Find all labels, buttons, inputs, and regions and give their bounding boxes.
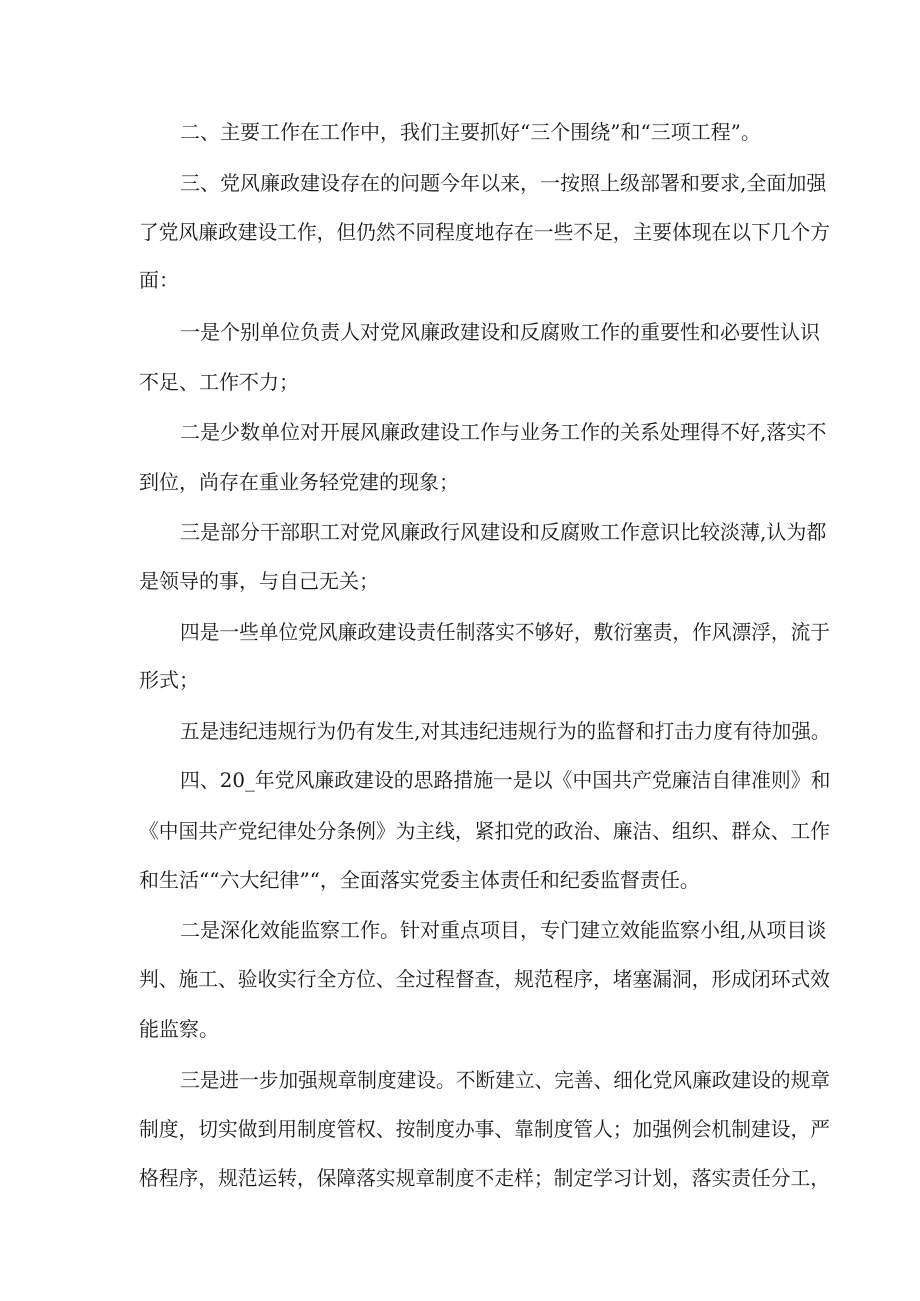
text-line-5: 一是个别单位负责人对党风廉政建设和反腐败工作的重要性和必要性认识: [180, 320, 820, 344]
text-line-4: 面：: [139, 268, 179, 292]
text-line-12: 形式；: [139, 668, 199, 692]
text-line-8: 到位，尚存在重业务轻党建的现象；: [139, 470, 459, 494]
text-line-15: 《中国共产党纪律处分条例》为主线，紧扣党的政治、廉洁、组织、群众、工作: [139, 819, 830, 843]
text-line-13: 五是违纪违规行为仍有发生,对其违纪违规行为的监督和打击力度有待加强。: [180, 719, 831, 743]
text-line-10: 是领导的事，与自己无关；: [139, 569, 379, 593]
text-line-18: 判、施工、验收实行全方位、全过程督查，规范程序，堵塞漏洞，形成闭环式效: [139, 967, 830, 991]
text-line-20: 三是进一步加强规章制度建设。不断建立、完善、细化党风廉政建设的规章: [180, 1068, 830, 1092]
text-line-14: 四、20_年党风廉政建设的思路措施一是以《中国共产党廉洁自律准则》和: [180, 768, 831, 792]
text-line-11: 四是一些单位党风廉政建设责任制落实不够好，敷衍塞责，作风漂浮，流于: [180, 620, 830, 644]
text-line-1: 二、主要工作在工作中，我们主要抓好“三个围绕”和“三项工程”。: [180, 120, 761, 144]
text-line-3: 了党风廉政建设工作，但仍然不同程度地存在一些不足，主要体现在以下几个方: [139, 220, 830, 244]
text-line-16: 和生活““六大纪律”“，全面落实党委主体责任和纪委监督责任。: [139, 868, 700, 892]
text-line-9: 三是部分干部职工对党风廉政行风建设和反腐败工作意识比较淡薄,认为都: [180, 520, 827, 544]
text-line-2: 三、党风廉政建设存在的问题今年以来，一按照上级部署和要求,全面加强: [180, 171, 827, 195]
text-line-6: 不足、工作不力；: [139, 370, 299, 394]
text-line-21: 制度，切实做到用制度管权、按制度办事、靠制度管人；加强例会机制建设，严: [139, 1117, 830, 1141]
text-line-19: 能监察。: [139, 1017, 219, 1041]
text-line-7: 二是少数单位对开展风廉政建设工作与业务工作的关系处理得不好,落实不: [180, 420, 827, 444]
text-line-22: 格程序，规范运转，保障落实规章制度不走样；制定学习计划，落实责任分工，: [139, 1166, 830, 1190]
text-line-17: 二是深化效能监察工作。针对重点项目，专门建立效能监察小组,从项目谈: [180, 918, 827, 942]
